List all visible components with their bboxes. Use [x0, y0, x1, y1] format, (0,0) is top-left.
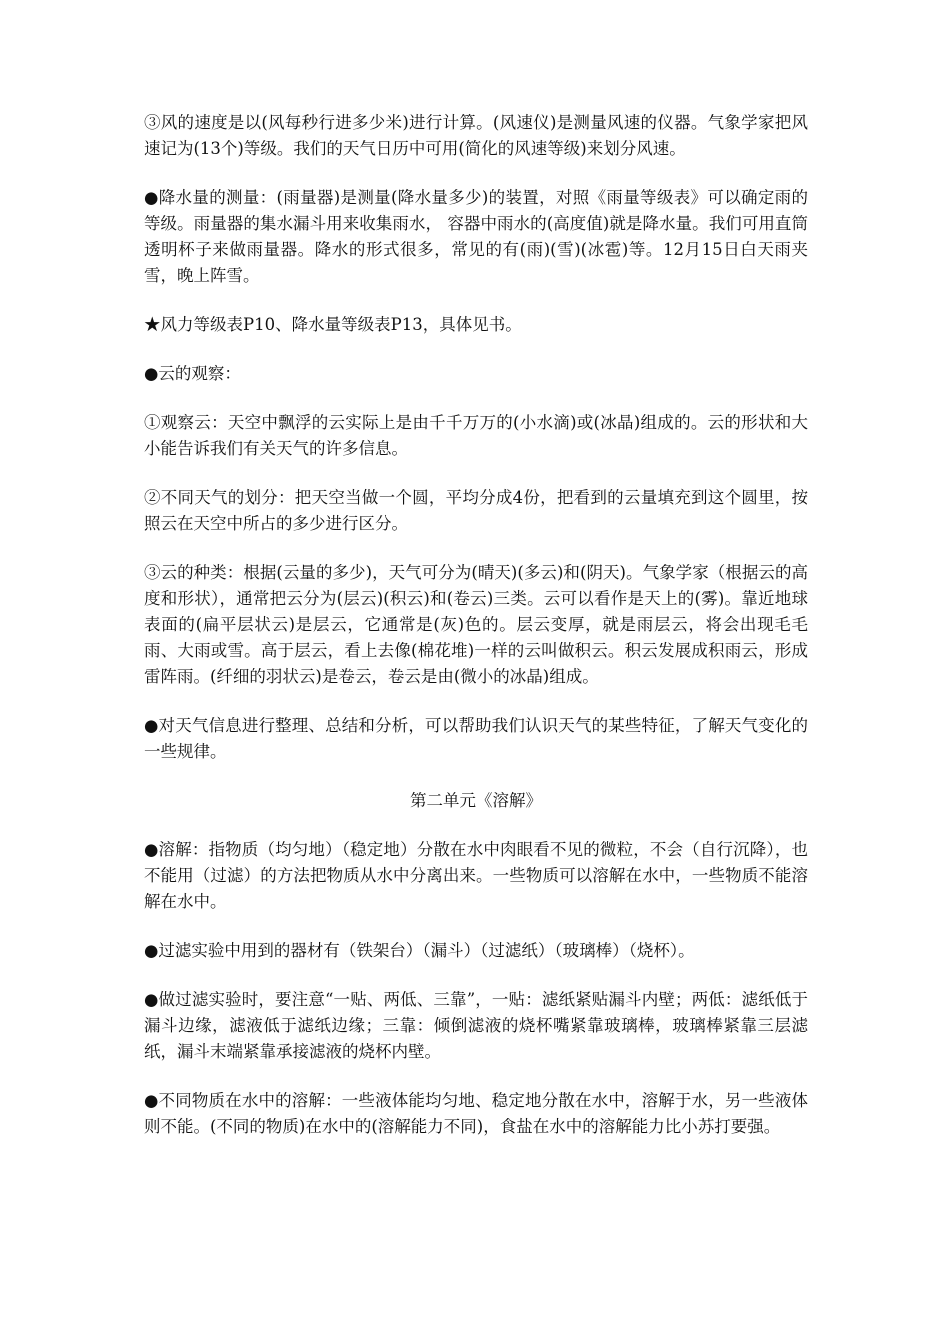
- cloud-observation-heading: ●云的观察：: [144, 364, 241, 383]
- solubility-paragraph: ●不同物质在水中的溶解：一些液体能均匀地、稳定地分散在水中，溶解于水，另一些液体则不能。(不同的物质)在水中的(溶解能力不同)，食盐在水中的溶解能力比小苏打要强。: [144, 1091, 808, 1136]
- cloud-types-paragraph: ③云的种类：根据(云量的多少)，天气可分为(晴天)(多云)和(阴天)。气象学家（根据云的高度和形状），通常把云分为(层云)(积云)和(卷云)三类。云可以看作是天上的(雾)。靠近地球表面的(扁平层状云)是层云，它通常是(灰)色的。层云变厚，就是雨层云，将会出现毛毛雨、大雨或雪。高于层云，看上去像(棉花堆)一样的云叫做积云。积云发展成积雨云，形成雷阵雨。(纤细的羽状云)是卷云，卷云是由(微小的冰晶)组成。: [144, 563, 808, 686]
- section-title: 第二单元《溶解》: [410, 791, 542, 810]
- document-page: [144, 110, 808, 1163]
- weather-analysis-paragraph: ●对天气信息进行整理、总结和分析，可以帮助我们认识天气的某些特征，了解天气变化的一些规律。: [144, 716, 808, 761]
- filtration-rules-paragraph: ●做过滤实验时，要注意“一贴、两低、三靠”，一贴：滤纸紧贴漏斗内壁；两低：滤纸低于漏斗边缘，滤液低于滤纸边缘；三靠：倾倒滤液的烧杯嘴紧靠玻璃棒，玻璃棒紧靠三层滤纸，漏斗末端紧靠承接滤液的烧杯内壁。: [144, 990, 808, 1061]
- scale-reference-paragraph: ★风力等级表P10、降水量等级表P13，具体见书。: [144, 315, 522, 334]
- dissolving-definition-paragraph: ●溶解：指物质（均匀地）（稳定地）分散在水中肉眼看不见的微粒，不会（自行沉降），也不能用（过滤）的方法把物质从水中分离出来。一些物质可以溶解在水中，一些物质不能溶解在水中。: [144, 840, 808, 911]
- weather-division-paragraph: ②不同天气的划分：把天空当做一个圆，平均分成4份，把看到的云量填充到这个圆里，按照云在天空中所占的多少进行区分。: [144, 488, 808, 533]
- precipitation-paragraph: ●降水量的测量：(雨量器)是测量(降水量多少)的装置，对照《雨量等级表》可以确定雨的等级。雨量器的集水漏斗用来收集雨水， 容器中雨水的(高度值)就是降水量。我们可用直筒透明杯子来做雨量器。降水的形式很多，常见的有(雨)(雪)(冰雹)等。12月15日白天雨夹雪，晚上阵雪。: [144, 188, 808, 285]
- wind-speed-paragraph: ③风的速度是以(风每秒行进多少米)进行计算。(风速仪)是测量风速的仪器。气象学家把风速记为(13个)等级。我们的天气日历中可用(简化的风速等级)来划分风速。: [144, 113, 808, 158]
- observe-clouds-paragraph: ①观察云：天空中飘浮的云实际上是由千千万万的(小水滴)或(冰晶)组成的。云的形状和大小能告诉我们有关天气的许多信息。: [144, 413, 808, 458]
- filtration-equipment-paragraph: ●过滤实验中用到的器材有（铁架台）（漏斗）（过滤纸）（玻璃棒）（烧杯）。: [144, 941, 695, 960]
